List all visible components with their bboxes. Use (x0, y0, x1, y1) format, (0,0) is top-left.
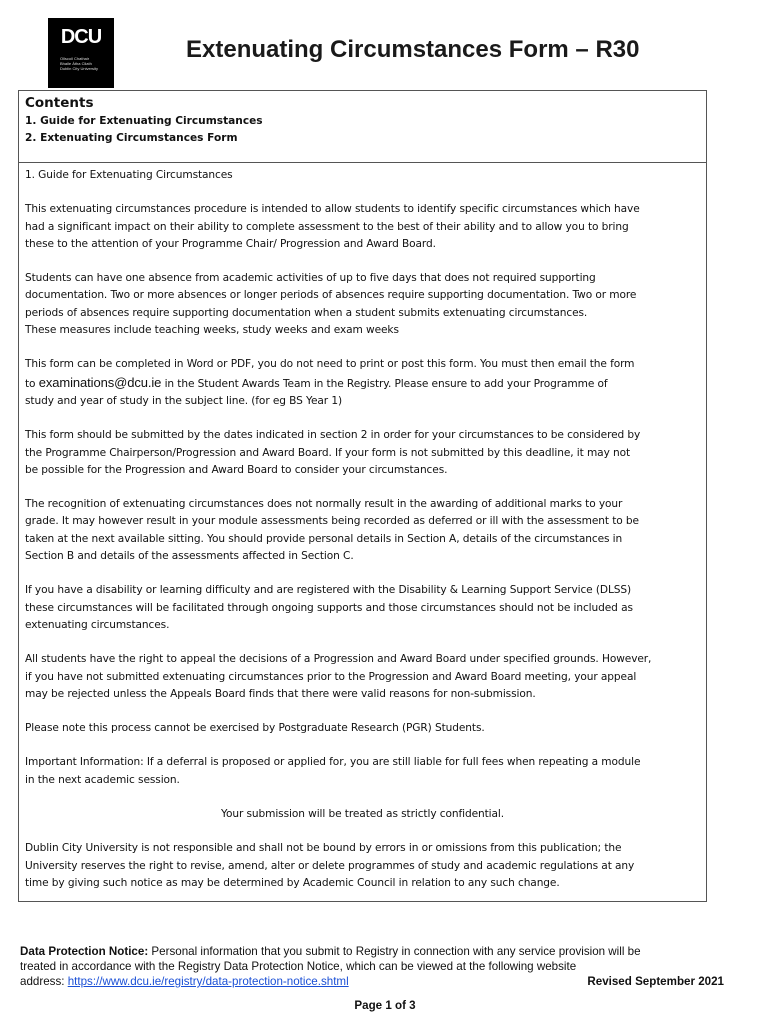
data-protection-link[interactable]: https://www.dcu.ie/registry/data-protection-notice.shtml (67, 975, 349, 988)
text-line: This extenuating circumstances procedure is intended to allow students to identify specific circumstances which have (25, 203, 640, 216)
text-line: extenuating circumstances. (25, 618, 170, 631)
text-line: This form should be submitted by the dates indicated in section 2 in order for your circumstances to be considered by (25, 429, 641, 442)
text-line: If you have a disability or learning difficulty and are registered with the Disability & Learning Support Service (DLSS) (25, 584, 632, 597)
text-line: grade. It may however result in your module assessments being recorded as deferred or ill with the assessment to be (25, 515, 639, 528)
text-line: The recognition of extenuating circumstances does not normally result in the awarding of additional marks to your (25, 498, 623, 511)
text-fragment: in the Student Awards Team in the Registry. Please ensure to add your Programme of (161, 377, 608, 390)
paragraph-submission (25, 356, 700, 410)
paragraph-disability (25, 582, 700, 634)
text-line: may be rejected unless the Appeals Board finds that there were valid reasons for non-submission. (25, 687, 536, 700)
paragraph-recognition (25, 496, 700, 565)
notice-line: treated in accordance with the Registry Data Protection Notice, which can be viewed at the following website (20, 960, 577, 973)
paragraph-fees (25, 754, 700, 789)
text-line: This form can be completed in Word or PDF, you do not need to print or post this form. You must then email the form (25, 358, 635, 371)
paragraph-deadline (25, 427, 700, 479)
contents-item: 1. Guide for Extenuating Circumstances (25, 115, 263, 127)
text-line: Students can have one absence from academic activities of up to five days that does not required supporting (25, 272, 596, 285)
text-line: be possible for the Progression and Award Board to consider your circumstances. (25, 463, 448, 476)
paragraph-purpose (25, 201, 700, 253)
text-line: these circumstances will be facilitated through ongoing supports and those circumstances should not be included as (25, 601, 633, 614)
guide-section (19, 163, 706, 892)
notice-label: Data Protection Notice: (20, 945, 149, 958)
paragraph-absences (25, 270, 700, 339)
paragraph-appeal (25, 651, 700, 703)
contents-item: 2. Extenuating Circumstances Form (25, 132, 238, 144)
text-line: if you have not submitted extenuating circumstances prior to the Progression and Award Board meeting, your appeal (25, 670, 637, 683)
notice-line (20, 944, 724, 959)
text-line: All students have the right to appeal the decisions of a Progression and Award Board under specified grounds. However, (25, 653, 652, 666)
text-line: study and year of study in the subject line. (for eg BS Year 1) (25, 394, 342, 407)
text-line: had a significant impact on their ability to complete assessment to the best of their ability and to allow you to bring (25, 220, 629, 233)
text-line: periods of absences require supporting documentation when a student submits extenuating circumstances. (25, 306, 588, 319)
guide-heading: 1. Guide for Extenuating Circumstances (25, 169, 233, 181)
dcu-logo (48, 18, 114, 88)
contents-heading: Contents (25, 95, 94, 111)
email-address: examinations@dcu.ie (38, 374, 162, 390)
text-line: Dublin City University is not responsible and shall not be bound by errors in or omissions from this publication; the (25, 842, 622, 855)
notice-text: Personal information that you submit to Registry in connection with any service provision will be (148, 945, 641, 958)
text-line (25, 374, 700, 393)
text-line: documentation. Two or more absences or longer periods of absences require supporting documentation. Two or more (25, 289, 637, 302)
logo-subtitle: Ollscoil Chathair Bhaile Átha Cliath Dublin City University (60, 56, 99, 71)
text-line: Section B and details of the assessments affected in Section C. (25, 550, 354, 563)
paragraph-disclaimer (25, 840, 700, 892)
text-line: Important Information: If a deferral is proposed or applied for, you are still liable for full fees when repeating a module (25, 756, 641, 769)
text-line: taken at the next available sitting. You should provide personal details in Section A, details of the circumstances in (25, 532, 623, 545)
text-line: in the next academic session. (25, 773, 180, 786)
paragraph-confidential: Your submission will be treated as strictly confidential. (220, 808, 505, 821)
page-number: Page 1 of 3 (354, 999, 416, 1012)
text-line: University reserves the right to revise, amend, alter or delete programmes of study and academic regulations at any (25, 859, 635, 872)
page-title: Extenuating Circumstances Form – R30 (186, 36, 640, 63)
address-label: address: (20, 975, 68, 988)
paragraph-pgr: Please note this process cannot be exercised by Postgraduate Research (PGR) Students. (25, 722, 485, 735)
logo-mark: DCU (60, 26, 102, 48)
text-line: These measures include teaching weeks, study weeks and exam weeks (25, 324, 399, 337)
text-line: the Programme Chairperson/Progression and Award Board. If your form is not submitted by this deadline, it may not (25, 446, 631, 459)
text-line: these to the attention of your Programme Chair/ Progression and Award Board. (25, 237, 436, 250)
content-box (18, 90, 707, 902)
text-fragment: to (25, 377, 39, 390)
contents-section (19, 91, 706, 163)
text-line: time by giving such notice as may be determined by Academic Council in relation to any such change. (25, 876, 560, 889)
data-protection-notice (20, 944, 724, 989)
revised-date: Revised September 2021 (587, 975, 724, 988)
